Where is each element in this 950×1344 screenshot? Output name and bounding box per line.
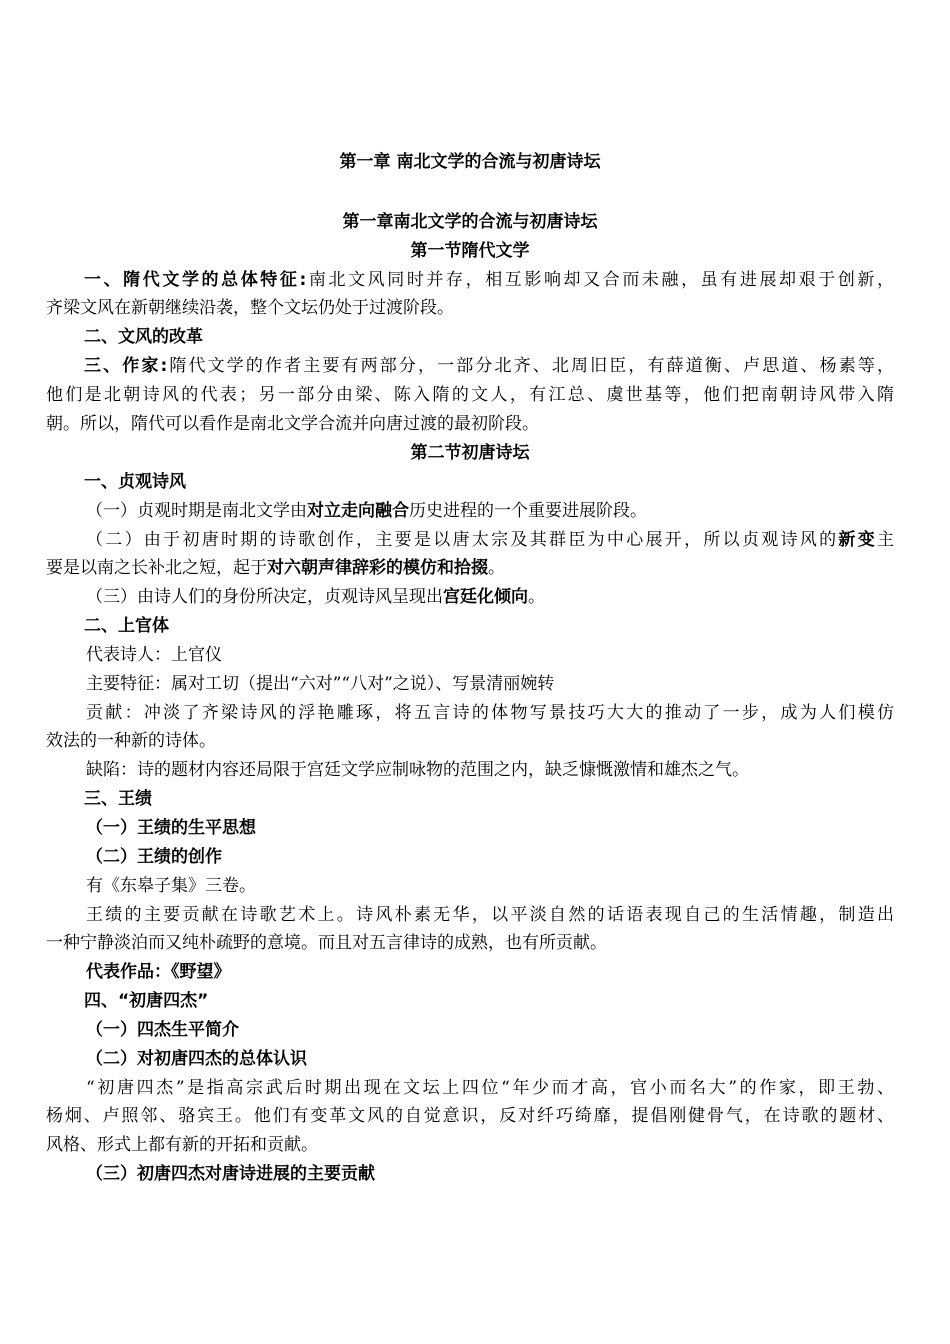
heading-four-talents-overview: （二）对初唐四杰的总体认识: [86, 1049, 307, 1069]
paragraph-authors: 三、作家:隋代文学的作者主要有两部分，一部分北齐、北周旧臣，有薛道衡、卢思道、杨素等，: [84, 356, 894, 376]
paragraph-zhenguan-1: （一）贞观时期是南北文学由对立走向融合历史进程的一个重要进展阶段。: [86, 501, 647, 521]
section-title-early-tang: 第二节初唐诗坛: [410, 443, 530, 463]
paragraph-line: 风格、形式上都有新的开拓和贡献。: [46, 1135, 318, 1155]
heading-wangji-works: （二）王绩的创作: [86, 847, 222, 867]
paragraph-line: 齐梁文风在新朝继续沿袭，整个文坛仍处于过渡阶段。: [46, 298, 454, 318]
paragraph-zhenguan-3: （三）由诗人们的身份所决定，贞观诗风呈现出宫廷化倾向。: [86, 587, 545, 607]
paragraph-line: 一种宁静淡泊而又纯朴疏野的意境。而且对五言律诗的成熟，也有所贡献。: [46, 933, 607, 953]
heading-wangji: 三、王绩: [84, 789, 152, 809]
paragraph-line: 要是以南之长补北之短，起于对六朝声律辞彩的模仿和拾掇。: [46, 558, 505, 578]
heading-four-talents-bio: （一）四杰生平简介: [86, 1020, 239, 1040]
paragraph-line: 朝。所以，隋代可以看作是南北文学合流并向唐过渡的最初阶段。: [46, 414, 539, 434]
heading-shangguan: 二、上官体: [84, 616, 169, 636]
heading-four-talents: 四、“初唐四杰”: [84, 991, 209, 1011]
section-title-sui: 第一节隋代文学: [410, 241, 530, 261]
paragraph-wangji: 王绩的主要贡献在诗歌艺术上。诗风朴素无华，以平淡自然的话语表现自己的生活情趣，制造出: [86, 905, 894, 925]
heading-four-talents-contribution: （三）初唐四杰对唐诗进展的主要贡献: [86, 1164, 375, 1184]
paragraph-line: 效法的一种新的诗体。: [46, 731, 216, 751]
shangguan-flaw: 缺陷：诗的题材内容还局限于宫廷文学应制咏物的范围之内，缺乏慷慨激情和雄杰之气。: [86, 760, 749, 780]
shangguan-contribution: 贡献：冲淡了齐梁诗风的浮艳雕琢，将五言诗的体物写景技巧大大的推动了一步，成为人们模仿: [86, 703, 894, 723]
chapter-title: 第一章南北文学的合流与初唐诗坛: [342, 212, 598, 232]
paragraph-sui-features: 一、隋代文学的总体特征:南北文风同时并存，相互影响却又合而未融，虽有进展却艰于创新，: [84, 270, 894, 290]
shangguan-feature: 主要特征：属对工切（提出“六对”“八对”之说）、写景清丽婉转: [86, 674, 555, 694]
wangji-book: 有《东皋子集》三卷。: [86, 876, 256, 896]
paragraph-zhenguan-2: （二）由于初唐时期的诗歌创作，主要是以唐太宗及其群臣为中心展开，所以贞观诗风的新变主: [86, 530, 895, 550]
heading-sui-features: 一、隋代文学的总体特征:: [84, 270, 307, 290]
heading-reform: 二、文风的改革: [84, 327, 203, 347]
paragraph-line: 他们是北朝诗风的代表；另一部分由梁、陈入隋的文人，有江总、虞世基等，他们把南朝诗风带入隋: [46, 385, 894, 405]
heading-zhenguan: 一、贞观诗风: [84, 472, 186, 492]
document-title: 第一章 南北文学的合流与初唐诗坛: [339, 152, 601, 172]
heading-wangji-life: （一）王绩的生平思想: [86, 818, 256, 838]
heading-authors: 三、作家:: [84, 356, 168, 376]
wangji-representative-work: 代表作品：《野望》: [86, 962, 231, 982]
paragraph-line: 杨炯、卢照邻、骆宾王。他们有变革文风的自觉意识，反对纤巧绮靡，提倡刚健骨气，在诗歌的题材、: [46, 1106, 894, 1126]
paragraph-four-talents: “初唐四杰”是指高宗武后时期出现在文坛上四位“年少而才高，官小而名大”的作家，即王勃、: [86, 1078, 894, 1098]
shangguan-poet: 代表诗人：上官仪: [86, 645, 222, 665]
